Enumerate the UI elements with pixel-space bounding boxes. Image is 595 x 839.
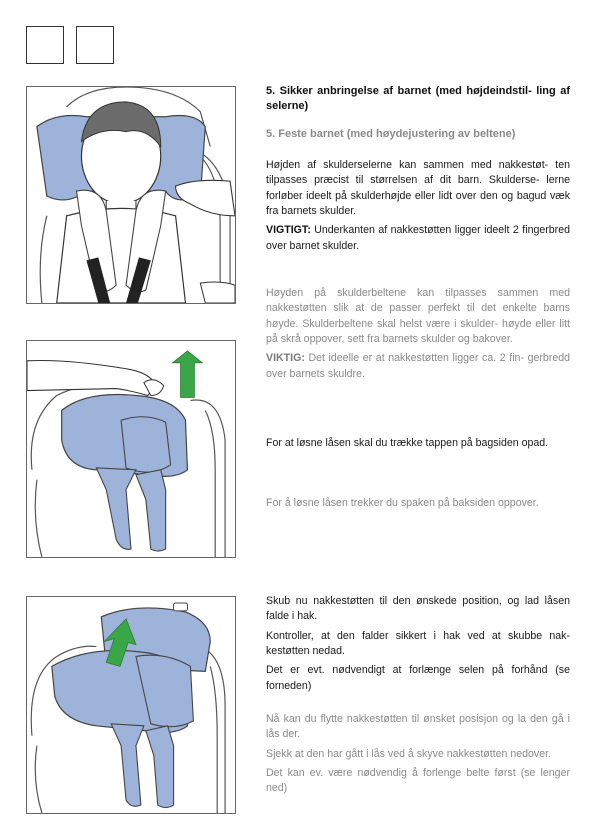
block3-danish — [266, 594, 570, 694]
block1-nb-note-label: VIKTIG: — [266, 352, 305, 365]
block1-danish — [266, 158, 570, 254]
illustration-child-in-seat — [26, 86, 236, 304]
illustration-adjust-headrest — [26, 596, 236, 814]
heading-norwegian: 5. Feste barnet (med høydejustering av beltene) — [266, 127, 516, 140]
block3-nb-paragraph-3: Det kan ev. være nødvendig å forlenge belte først (se lenger ned) — [266, 767, 570, 795]
block1-da-paragraph: Højden af skulderselerne kan sammen med nakkestøt- ten tilpasses præcist til størrelsen af dit barn. Skulderse- lerne forløber ideelt på skulderhøjde eller lidt over den og bagud væk fra barnets skulder. — [266, 159, 570, 218]
block1-nb-paragraph: Høyden på skulderbeltene kan tilpasses sammen med nakkestøtten slik at de passer perfekt til det enkelte barns høyde. Skulderbeltene skal helst være i skulder- høyde eller litt på skrå oppover, sett fra barnets skulder og bakover. — [266, 287, 570, 346]
illustration-release-tab — [26, 340, 236, 558]
block3-da-paragraph-1: Skub nu nakkestøtten til den ønskede position, og lad låsen falde i hak. — [266, 595, 570, 623]
heading-danish: 5. Sikker anbringelse af barnet (med højdeindstil- ling af selerne) — [266, 85, 570, 112]
release-tab-drawing — [27, 341, 235, 557]
corner-box-left — [26, 26, 64, 64]
block2-danish — [266, 436, 570, 451]
adult-hand — [176, 180, 235, 215]
block1-nb-note-text: Det ideelle er at nakkestøtten ligger ca. 2 fin- gerbredd over barnets skuldre. — [266, 352, 570, 380]
block2-norwegian — [266, 496, 570, 511]
block1-da-note-text: Underkanten af nakkestøtten ligger ideelt 2 fingerbred over barnet skulder. — [266, 224, 570, 252]
adult-arm — [27, 361, 156, 396]
block2-da-paragraph: For at løsne låsen skal du trække tappen på bagsiden opad. — [266, 437, 549, 449]
block3-nb-paragraph-1: Nå kan du flytte nakkestøtten til ønsket posisjon og la den gå i lås der. — [266, 713, 570, 741]
block3-da-paragraph-2: Kontroller, at den falder sikkert i hak ved at skubbe nak- kestøtten nedad. — [266, 629, 570, 658]
adjust-headrest-drawing — [27, 597, 235, 813]
block1-da-note-label: VIGTIGT: — [266, 224, 311, 237]
block1-da-note — [266, 223, 570, 254]
block2-nb-paragraph: For å løsne låsen trekker du spaken på baksiden oppover. — [266, 497, 539, 509]
block1-norwegian — [266, 286, 570, 382]
section-heading-block — [266, 84, 570, 143]
block3-da-paragraph-3: Det er evt. nødvendigt at forlænge selen på forhånd (se forneden) — [266, 664, 570, 692]
block1-nb-note — [266, 351, 570, 382]
up-arrow-icon — [173, 351, 203, 398]
child-seat-drawing — [27, 87, 235, 303]
corner-box-right — [76, 26, 114, 64]
block3-norwegian — [266, 712, 570, 797]
block3-nb-paragraph-2: Sjekk at den har gått i lås ved å skyve nakkestøtten nedover. — [266, 747, 552, 760]
